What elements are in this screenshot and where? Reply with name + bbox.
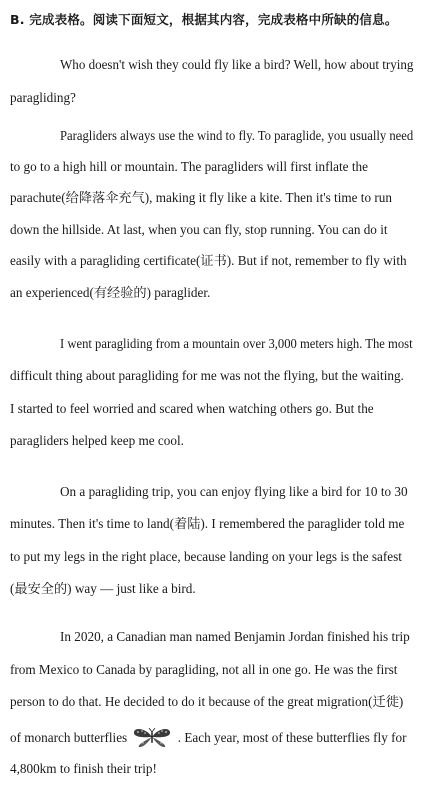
p5-line-4 [10,726,407,752]
p2-line-4: down the hillside. At last, when you can fly, stop running. You can do it [10,222,388,237]
p5-line-1: In 2020, a Canadian man named Benjamin Jordan finished his trip [60,629,410,644]
p3-line-2: difficult thing about paragliding for me was not the flying, but the waiting. [10,368,404,383]
p1-line-2: paragliding? [10,90,76,105]
p2-line-1: Paragliders always use the wind to fly. To paraglide, you usually need [60,128,414,143]
p4-line-3: to put my legs in the right place, because landing on your legs is the safest [10,549,402,564]
p4-line-2: minutes. Then it's time to land(着陆). I remembered the paraglider told me [10,516,405,531]
p2-line-6: an experienced(有经验的) paraglider. [10,285,211,300]
p2-line-3: parachute(给降落伞充气), making it fly like a kite. Then it's time to run [10,190,392,205]
monarch-butterfly-icon [132,726,172,752]
p5-line-4-end: . Each year, most of these butterflies fly for [177,730,407,746]
p5-line-3: person to do that. He decided to do it because of the great migration(迁徙) [10,694,404,709]
p3-line-3: I started to feel worried and scared when watching others go. But the [10,401,374,416]
p2-line-2: to go to a high hill or mountain. The paragliders will first inflate the [10,159,368,174]
p5-line-4-start: of monarch butterflies [10,730,128,746]
p5-line-2: from Mexico to Canada by paragliding, not all in one go. He was the first [10,662,398,677]
p3-line-4: paragliders helped keep me cool. [10,433,184,448]
exercise-heading: B. 完成表格。阅读下面短文，根据其内容，完成表格中所缺的信息。 [10,12,398,27]
p5-line-5: 4,800km to finish their trip! [10,761,157,776]
p4-line-1: On a paragliding trip, you can enjoy flying like a bird for 10 to 30 [60,484,408,499]
p3-line-1: I went paragliding from a mountain over 3,000 meters high. The most [60,336,413,351]
p4-line-4: (最安全的) way — just like a bird. [10,581,196,596]
p1-line-1: Who doesn't wish they could fly like a bird? Well, how about trying [60,57,414,72]
p2-line-5: easily with a paragliding certificate(证书). But if not, remember to fly with [10,253,407,268]
